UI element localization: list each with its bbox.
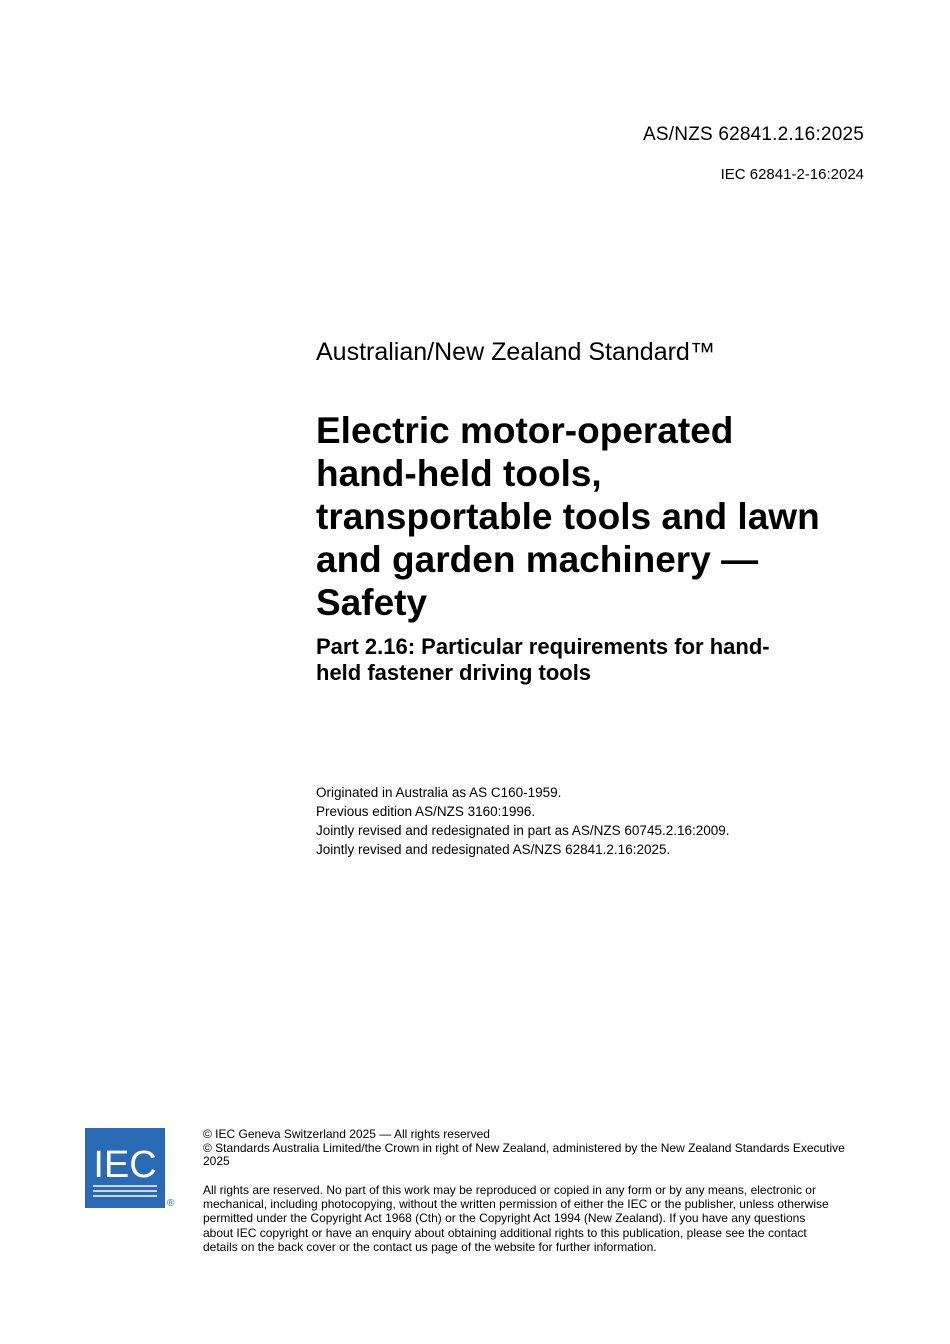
title-line: transportable tools and lawn <box>316 496 820 537</box>
iec-logo-graphic <box>85 1128 165 1208</box>
rights-line: permitted under the Copyright Act 1968 (Cth) or the Copyright Act 1994 (New Zealand). If you have any questions <box>203 1211 806 1226</box>
history-line: Originated in Australia as AS C160-1959. <box>316 785 562 800</box>
rights-line: All rights are reserved. No part of this work may be reproduced or copied in any form or by any means, electronic or <box>203 1183 816 1197</box>
history-line: Previous edition AS/NZS 3160:1996. <box>316 804 536 819</box>
rights-line: mechanical, including photocopying, without the written permission of either the IEC or the publisher, unless otherwise <box>203 1197 829 1212</box>
part-title-line: held fastener driving tools <box>316 660 592 685</box>
part-title-line: Part 2.16: Particular requirements for hand- <box>316 634 770 659</box>
standard-designation: AS/NZS 62841.2.16:2025 <box>643 124 864 145</box>
title-line: Safety <box>316 582 428 623</box>
rights-line: details on the back cover or the contact us page of the website for further information. <box>203 1239 657 1254</box>
standard-type: Australian/New Zealand Standard™ <box>316 338 715 366</box>
rights-line: about IEC copyright or have an enquiry about obtaining additional rights to this publication, please see the contact <box>203 1225 807 1240</box>
history-line: Jointly revised and redesignated in part as AS/NZS 60745.2.16:2009. <box>316 823 730 838</box>
copyright-line: © Standards Australia Limited/the Crown in right of New Zealand, administered by the New Zealand Standards Executive 2025 <box>203 1140 845 1169</box>
history-line: Jointly revised and redesignated AS/NZS 62841.2.16:2025. <box>316 842 671 857</box>
iec-logo <box>85 1128 165 1208</box>
iec-designation: IEC 62841-2-16:2024 <box>720 166 864 183</box>
document-title <box>316 409 876 624</box>
title-line: Electric motor-operated <box>316 410 734 451</box>
copyright-notice <box>203 1128 869 1169</box>
copyright-line: © IEC Geneva Switzerland 2025 — All rights reserved <box>203 1127 490 1141</box>
part-title <box>316 634 856 686</box>
publication-history <box>316 783 730 859</box>
rights-statement <box>203 1183 869 1254</box>
logo-text: IEC <box>93 1144 157 1186</box>
registered-mark: ® <box>167 1198 175 1209</box>
title-line: hand-held tools, <box>316 453 602 494</box>
title-line: and garden machinery — <box>316 539 759 580</box>
